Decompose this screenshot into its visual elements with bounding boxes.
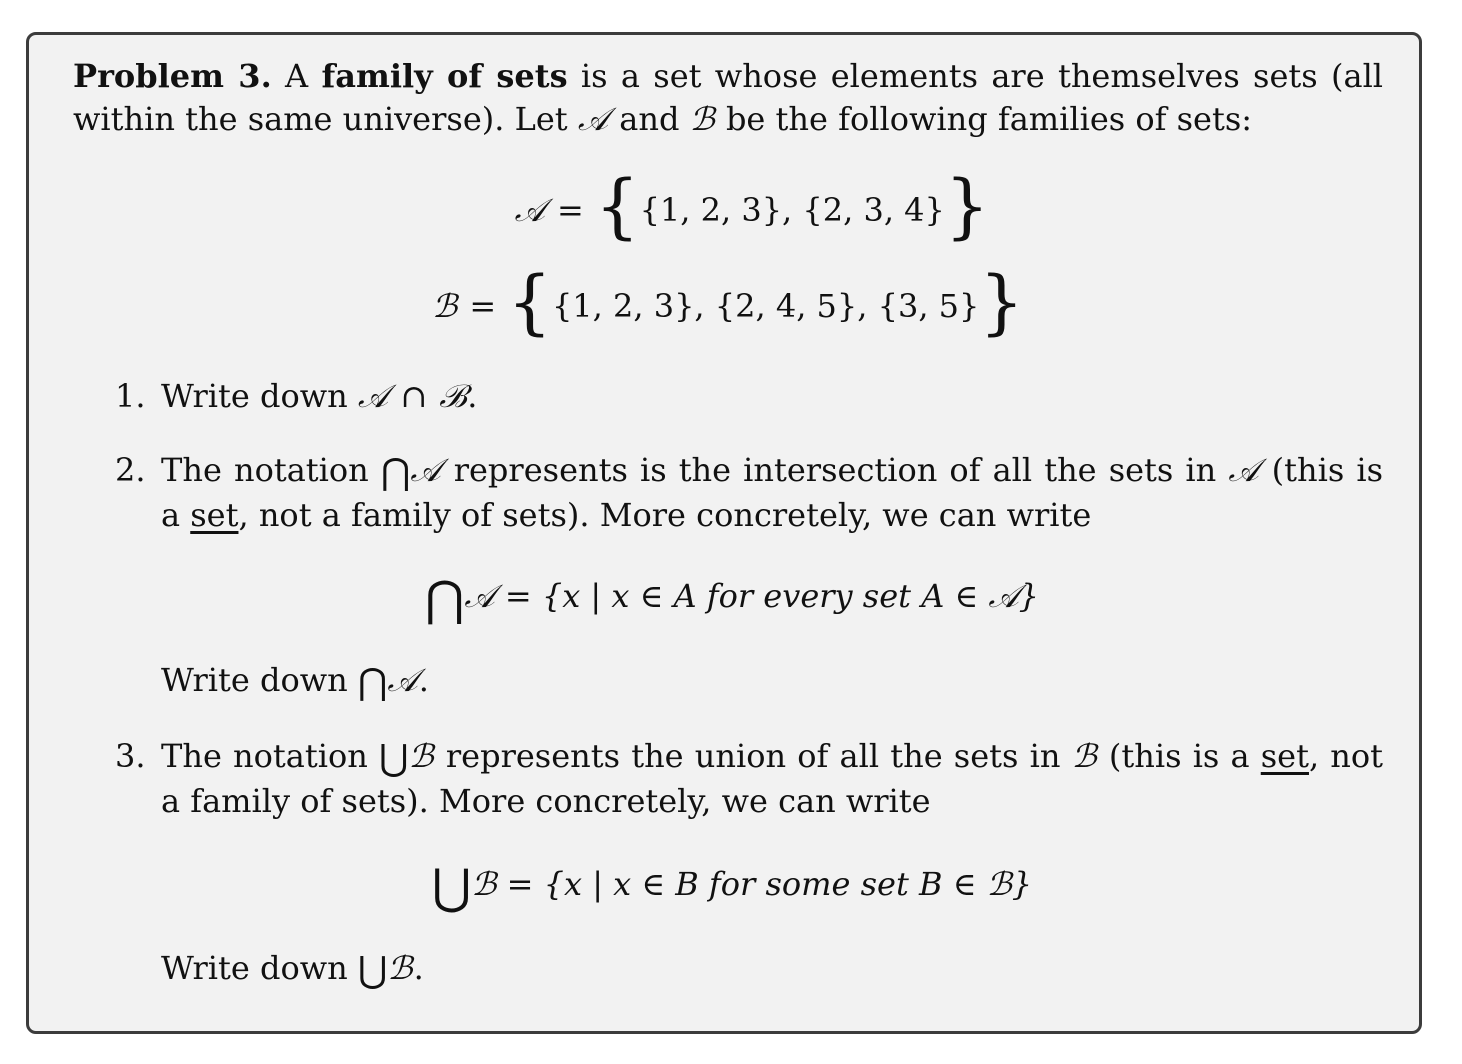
question-number: 1. — [115, 377, 146, 415]
question-text: . — [467, 377, 478, 415]
intersection-definition — [161, 571, 1383, 627]
close-brace: } — [979, 261, 1024, 343]
intersection-op: ⋂ — [380, 452, 411, 493]
problem-content — [73, 53, 1383, 992]
definition-B-sets: {1, 2, 3}, {2, 4, 5}, {3, 5} — [551, 287, 980, 325]
intersection-op: ⋂ — [357, 662, 388, 703]
question-text: The notation ⋃ℬ represents the union of all the sets in ℬ (this is a set, not a family of sets). More concretely, we can write — [161, 737, 1384, 820]
intro-text-3: be the following families of sets: — [715, 100, 1253, 138]
definition-B — [73, 261, 1383, 355]
open-brace: { — [507, 261, 552, 343]
problem-intro — [73, 55, 1383, 141]
problem-box — [26, 32, 1422, 1034]
symbol-B: ℬ — [689, 100, 716, 138]
intersection-formula: 𝒜 = {x | x ∈ A for every set A ∈ 𝒜} — [464, 577, 1039, 615]
definition-B-lhs: ℬ = — [432, 287, 498, 325]
intro-text-2: is a set whose elements are themselves sets (all within the same universe). Let — [73, 57, 1384, 138]
question-text: Write down — [161, 377, 358, 415]
question-number: 3. — [115, 737, 146, 775]
definition-A-lhs: 𝒜 = — [514, 191, 585, 229]
question-text: The notation ⋂𝒜 represents is the intersection of all the sets in 𝒜 (this is a set, not a family of sets). More concretely, we can write — [161, 451, 1384, 534]
open-brace: { — [595, 165, 640, 247]
question-ask: Write down ⋂𝒜. — [161, 661, 429, 703]
problem-heading: Problem 3. — [73, 57, 272, 95]
intro-and: and — [609, 100, 690, 138]
symbol-A: 𝒜 — [577, 100, 610, 138]
question-2 — [73, 449, 1383, 704]
question-expr: 𝒜 ∩ ℬ — [357, 377, 468, 415]
definition-A-sets: {1, 2, 3}, {2, 3, 4} — [639, 191, 945, 229]
question-number: 2. — [115, 451, 146, 489]
question-3 — [73, 735, 1383, 992]
question-ask: Write down ⋃ℬ. — [161, 949, 424, 991]
question-list — [73, 375, 1383, 992]
union-definition — [161, 859, 1383, 915]
term-family-of-sets: family of sets — [321, 57, 568, 95]
union-op: ⋃ — [379, 738, 409, 779]
underlined-set: set — [1260, 737, 1309, 775]
close-brace: } — [944, 165, 990, 247]
underlined-set: set — [190, 496, 239, 534]
union-op: ⋃ — [357, 950, 388, 991]
definition-A — [73, 165, 1383, 259]
question-1 — [73, 375, 1383, 418]
intro-text-1: A — [271, 57, 322, 95]
union-formula: ℬ = {x | x ∈ B for some set B ∈ ℬ} — [471, 865, 1033, 903]
big-union-icon: ⋃ — [431, 859, 472, 915]
big-intersection-icon: ⋂ — [425, 571, 465, 627]
